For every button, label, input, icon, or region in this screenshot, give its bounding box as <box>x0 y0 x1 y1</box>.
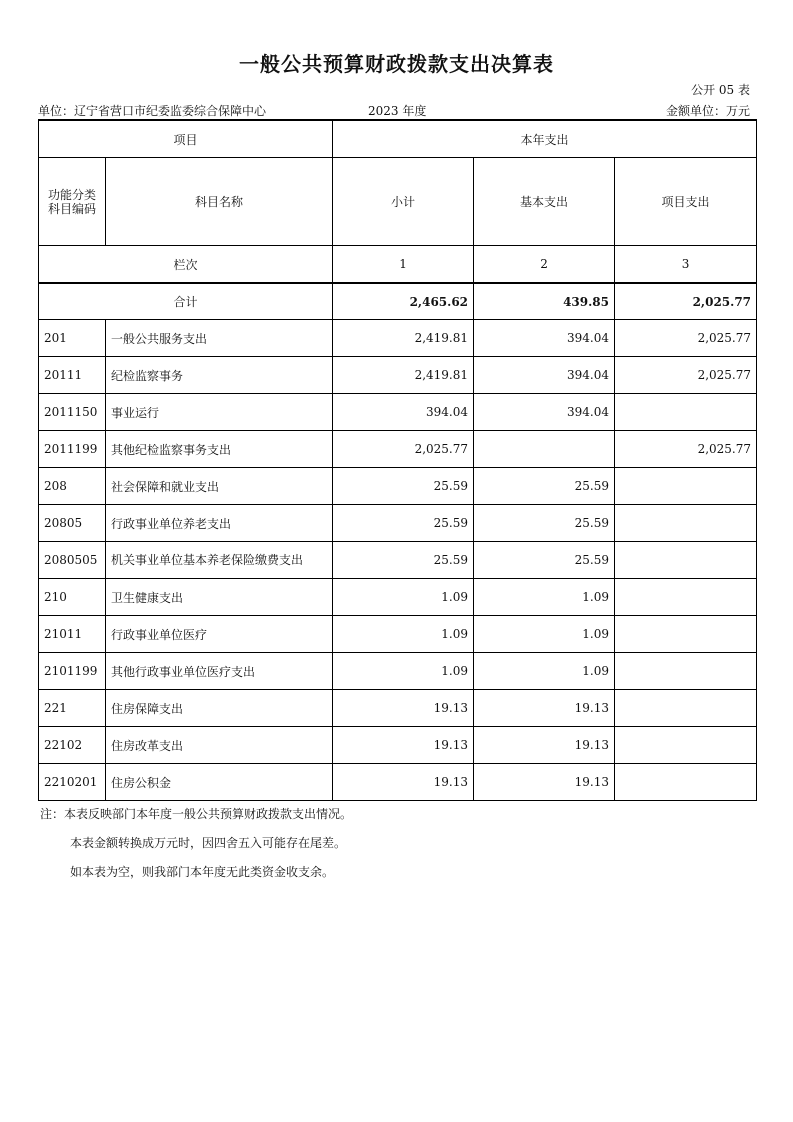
table-row <box>39 431 757 468</box>
row-project <box>615 690 757 727</box>
row-basic: 25.59 <box>474 505 615 542</box>
table-row <box>39 690 757 727</box>
total-subtotal: 2,465.62 <box>333 283 474 320</box>
header-project: 项目 <box>39 120 333 158</box>
total-basic: 439.85 <box>474 283 615 320</box>
row-code: 20111 <box>39 357 106 394</box>
row-subtotal: 1.09 <box>333 579 474 616</box>
reporting-unit: 单位：辽宁省营口市纪委监委综合保障中心 <box>38 104 267 118</box>
total-label: 合计 <box>39 283 333 320</box>
row-code: 2101199 <box>39 653 106 690</box>
fiscal-year: 2023 年度 <box>368 104 427 118</box>
table-row <box>39 764 757 801</box>
header-subtotal: 小计 <box>333 158 474 246</box>
table-row <box>39 394 757 431</box>
row-name: 其他纪检监察事务支出 <box>106 431 333 468</box>
row-project: 2,025.77 <box>615 320 757 357</box>
row-code: 2011199 <box>39 431 106 468</box>
row-code: 210 <box>39 579 106 616</box>
header-row-2 <box>39 158 757 246</box>
row-basic: 25.59 <box>474 468 615 505</box>
row-project <box>615 579 757 616</box>
row-basic: 19.13 <box>474 727 615 764</box>
header-name: 科目名称 <box>106 158 333 246</box>
table-row <box>39 320 757 357</box>
row-project <box>615 616 757 653</box>
row-basic: 19.13 <box>474 764 615 801</box>
row-basic: 1.09 <box>474 653 615 690</box>
row-basic: 394.04 <box>474 394 615 431</box>
header-current-year: 本年支出 <box>333 120 757 158</box>
notes <box>40 800 352 887</box>
row-subtotal: 394.04 <box>333 394 474 431</box>
row-project <box>615 468 757 505</box>
row-code: 221 <box>39 690 106 727</box>
row-basic: 394.04 <box>474 320 615 357</box>
column-row-label: 栏次 <box>39 246 333 284</box>
row-basic: 19.13 <box>474 690 615 727</box>
row-code: 201 <box>39 320 106 357</box>
note-line: 如本表为空，则我部门本年度无此类资金收支余。 <box>70 865 335 879</box>
row-subtotal: 2,419.81 <box>333 357 474 394</box>
row-basic: 1.09 <box>474 616 615 653</box>
row-project <box>615 542 757 579</box>
money-unit: 金额单位：万元 <box>665 104 750 118</box>
row-project <box>615 394 757 431</box>
col-number-3: 3 <box>615 246 757 284</box>
row-name: 事业运行 <box>106 394 333 431</box>
page-title: 一般公共预算财政拨款支出决算表 <box>239 52 554 76</box>
row-subtotal: 1.09 <box>333 616 474 653</box>
row-subtotal: 25.59 <box>333 468 474 505</box>
row-name: 机关事业单位基本养老保险缴费支出 <box>106 542 333 579</box>
row-code: 20805 <box>39 505 106 542</box>
row-name: 一般公共服务支出 <box>106 320 333 357</box>
table-row <box>39 468 757 505</box>
table-row <box>39 542 757 579</box>
row-name: 行政事业单位养老支出 <box>106 505 333 542</box>
column-number-row <box>39 246 757 284</box>
row-subtotal: 2,025.77 <box>333 431 474 468</box>
row-subtotal: 25.59 <box>333 505 474 542</box>
total-row <box>39 283 757 320</box>
row-code: 208 <box>39 468 106 505</box>
note-line: 本表金额转换成万元时，因四舍五入可能存在尾差。 <box>70 836 347 850</box>
table-row <box>39 505 757 542</box>
row-subtotal: 25.59 <box>333 542 474 579</box>
row-name: 住房改革支出 <box>106 727 333 764</box>
row-code: 2210201 <box>39 764 106 801</box>
table-row <box>39 357 757 394</box>
row-subtotal: 19.13 <box>333 690 474 727</box>
header-project-exp: 项目支出 <box>615 158 757 246</box>
table-row <box>39 653 757 690</box>
row-basic: 1.09 <box>474 579 615 616</box>
header-row-1 <box>39 120 757 158</box>
row-name: 纪检监察事务 <box>106 357 333 394</box>
col-number-1: 1 <box>333 246 474 284</box>
row-name: 行政事业单位医疗 <box>106 616 333 653</box>
form-number: 公开 05 表 <box>691 83 750 97</box>
row-code: 22102 <box>39 727 106 764</box>
row-project: 2,025.77 <box>615 357 757 394</box>
header-code: 功能分类科目编码 <box>39 158 106 246</box>
row-project <box>615 505 757 542</box>
header-basic: 基本支出 <box>474 158 615 246</box>
col-number-2: 2 <box>474 246 615 284</box>
row-project <box>615 727 757 764</box>
row-name: 住房公积金 <box>106 764 333 801</box>
row-subtotal: 2,419.81 <box>333 320 474 357</box>
row-basic: 25.59 <box>474 542 615 579</box>
row-code: 2011150 <box>39 394 106 431</box>
row-name: 卫生健康支出 <box>106 579 333 616</box>
row-name: 其他行政事业单位医疗支出 <box>106 653 333 690</box>
row-code: 2080505 <box>39 542 106 579</box>
table-row <box>39 727 757 764</box>
row-project <box>615 653 757 690</box>
row-subtotal: 1.09 <box>333 653 474 690</box>
row-project: 2,025.77 <box>615 431 757 468</box>
row-code: 21011 <box>39 616 106 653</box>
row-basic <box>474 431 615 468</box>
row-project <box>615 764 757 801</box>
row-name: 社会保障和就业支出 <box>106 468 333 505</box>
expenditure-table <box>38 119 757 801</box>
row-subtotal: 19.13 <box>333 764 474 801</box>
row-basic: 394.04 <box>474 357 615 394</box>
note-line: 注：本表反映部门本年度一般公共预算财政拨款支出情况。 <box>40 807 353 821</box>
total-project: 2,025.77 <box>615 283 757 320</box>
table-row <box>39 579 757 616</box>
row-subtotal: 19.13 <box>333 727 474 764</box>
row-name: 住房保障支出 <box>106 690 333 727</box>
table-row <box>39 616 757 653</box>
